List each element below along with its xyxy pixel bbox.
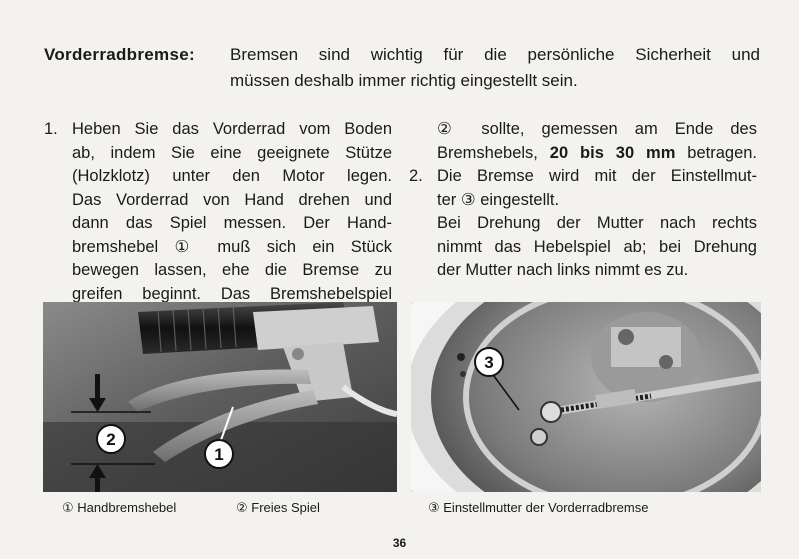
instruction-step-2 — [409, 165, 757, 189]
step-text-line: (Holzklotz) unter den Motor legen. — [72, 167, 392, 185]
brake-adjuster-photo — [411, 302, 761, 492]
step-text-line: der Mutter nach links nimmt es zu. — [437, 261, 689, 279]
callout-2: 2 — [106, 430, 116, 449]
step-text-line: Die Bremse wird mit der Einstellmut- — [437, 167, 757, 185]
callout-3: 3 — [484, 353, 494, 372]
step-text-line: Bremshebels, 20 bis 30 mm betragen. — [437, 143, 758, 162]
step-text-line: ter ③ eingestellt. — [437, 190, 560, 209]
section-title: Vorderradbremse: — [44, 45, 195, 64]
section-intro — [230, 42, 760, 94]
callout-1: 1 — [214, 445, 224, 464]
step-number: 1. — [44, 120, 58, 138]
instruction-step-1 — [44, 118, 392, 142]
step-text-line: Das Vorderrad von Hand drehen und — [72, 190, 392, 209]
caption-adjusting-nut: ③ Einstellmutter der Vorderradbremse — [428, 500, 649, 515]
page-number: 36 — [392, 536, 407, 550]
step-text-line: greifen beginnt. Das Bremshebelspiel — [72, 284, 392, 303]
intro-line-1: Bremsen sind wichtig für die persönliche Sicherheit und — [230, 45, 760, 64]
step-number: 2. — [409, 167, 423, 185]
brake-drum-illustration — [411, 302, 761, 492]
right-text-column — [409, 118, 757, 283]
left-text-column — [44, 118, 392, 306]
play-range-value: 20 bis 30 mm — [549, 143, 676, 162]
step-text-line: Heben Sie das Vorderrad vom Boden — [72, 120, 392, 138]
step-text-line: bewegen lassen, ehe die Bremse zu — [72, 261, 392, 279]
step-text-line: ab, indem Sie eine geeignete Stütze — [72, 143, 392, 162]
step-text-line: bremshebel ① muß sich ein Stück — [72, 237, 392, 256]
step-text-line: ② sollte, gemessen am Ende des — [437, 120, 757, 138]
brake-lever-photo — [43, 302, 397, 492]
step-text-line: nimmt das Hebelspiel ab; bei Drehung — [437, 237, 757, 256]
caption-brake-lever: ① Handbremshebel — [62, 500, 177, 515]
step-text-line: Bei Drehung der Mutter nach rechts — [437, 214, 757, 232]
brake-lever-illustration — [43, 302, 397, 492]
intro-line-2: müssen deshalb immer richtig eingestellt sein. — [230, 71, 578, 90]
step-text-line: dann das Spiel messen. Der Hand- — [72, 214, 392, 232]
caption-free-play: ② Freies Spiel — [236, 500, 320, 515]
